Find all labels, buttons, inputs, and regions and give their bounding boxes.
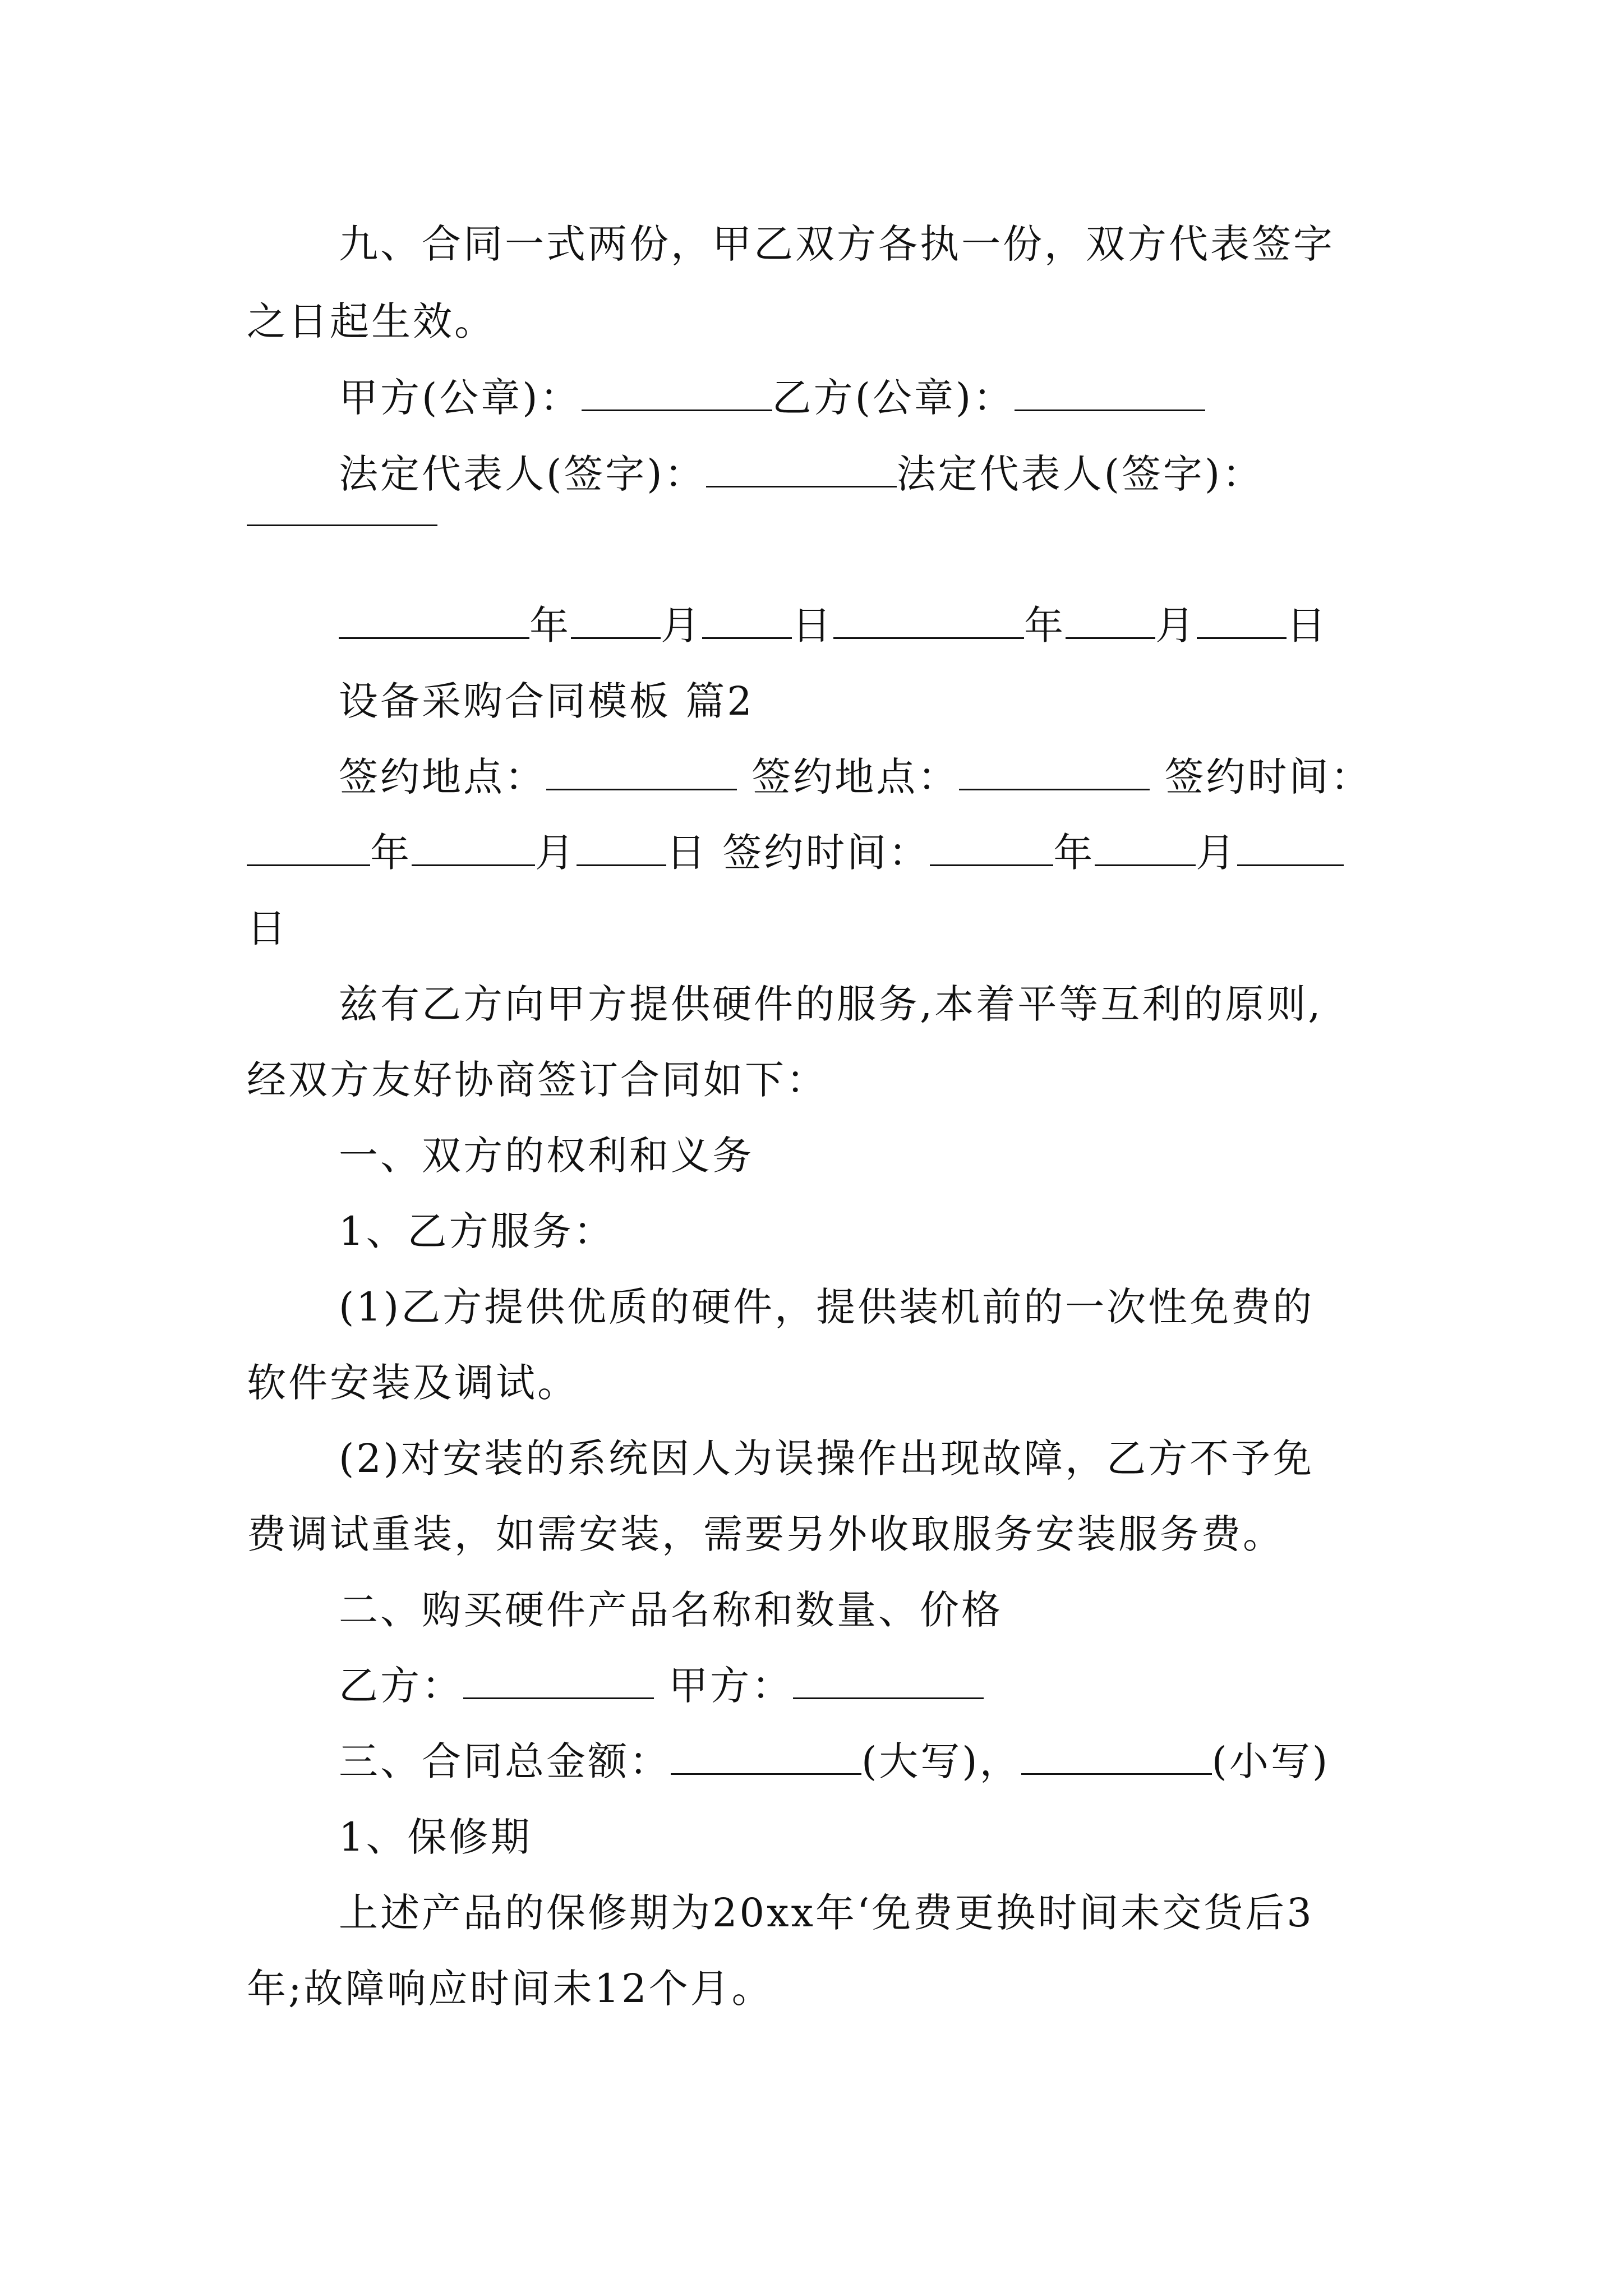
preamble-line-2: 经双方友好协商签订合同如下： [247,1057,828,1103]
signing-place-b-blank [959,756,1150,790]
seal-line [339,372,1205,423]
item-1-1-line-1: (1)乙方提供优质的硬件，提供装机前的一次性免费的 [339,1284,1315,1330]
date-b-year-label: 年 [1024,602,1066,648]
warranty-line-2: 年;故障响应时间未12个月。 [247,1966,773,2012]
signing-place-line [339,752,1372,802]
article-1-heading: 一、双方的权利和义务 [339,1133,754,1179]
date-a-year-blank [339,605,529,639]
date-b-year-blank [833,605,1024,639]
signing-time-day: 日 [247,905,288,951]
date-b-day-blank [1197,605,1287,639]
party-a-seal-label: 甲方(公章)： [339,375,582,421]
preamble-line-1: 兹有乙方向甲方提供硬件的服务,本着平等互利的原则, [339,981,1323,1027]
signing-time-a-year-blank [247,832,370,866]
party-a-seal-blank [582,377,772,411]
legal-rep-line [339,449,1264,499]
article-3-line [339,1736,1330,1787]
signing-time-b-year-label: 年 [1053,830,1095,876]
amount-words-blank [671,1741,861,1775]
signing-time-a-month-label: 月 [535,830,577,876]
clause-9-line-2: 之日起生效。 [247,298,496,344]
signing-time-a-label: 签约时间： [1164,754,1372,800]
signing-time-line [247,827,1344,878]
signing-place-a-label: 签约地点： [339,754,546,800]
date-a-year-label: 年 [529,602,571,648]
party-a-label: 甲方： [668,1663,794,1709]
signing-time-a-year-label: 年 [370,830,412,876]
section-heading: 设备采购合同模板 篇2 [339,678,754,724]
amount-figures-label: (小写) [1211,1738,1330,1784]
party-b-blank [463,1665,654,1699]
signing-time-b-label: 日 签约时间： [666,830,930,876]
date-b-day-label: 日 [1287,602,1328,648]
total-amount-label: 三、合同总金额： [339,1738,671,1784]
party-b-rep-blank [247,524,437,526]
date-b-month-label: 月 [1155,602,1197,648]
party-a-blank [793,1665,984,1699]
signing-time-b-year-blank [930,832,1053,866]
date-a-day-label: 日 [792,602,833,648]
party-b-label: 乙方： [339,1663,463,1709]
item-1-heading: 1、乙方服务： [339,1208,615,1254]
signing-time-b-month-blank [1095,832,1196,866]
date-a-month-blank [571,605,661,639]
item-1-1-line-2: 软件安装及调试。 [247,1360,579,1406]
signing-time-b-day-blank [1237,832,1344,866]
date-a-month-label: 月 [661,602,702,648]
date-a-day-blank [702,605,792,639]
clause-9-line-1: 九、合同一式两份，甲乙双方各执一份，双方代表签字 [339,221,1335,267]
date-b-month-blank [1066,605,1155,639]
party-a-rep-label: 法定代表人(签字)： [339,451,706,497]
signing-time-a-day-blank [577,832,666,866]
date-line [339,600,1328,651]
party-b-seal-blank [1015,377,1205,411]
party-b-rep-label: 法定代表人(签字)： [896,451,1264,497]
warranty-line-1: 上述产品的保修期为20xx年‘免费更换时间未交货后3 [339,1890,1314,1936]
signing-time-a-month-blank [412,832,535,866]
item-1-2-line-2: 费调试重装，如需安装，需要另外收取服务安装服务费。 [247,1511,1284,1557]
signing-place-a-blank [546,756,737,790]
party-a-rep-blank [706,453,897,487]
item-1-2-line-1: (2)对安装的系统因人为误操作出现故障，乙方不予免 [339,1435,1315,1481]
article-2-heading: 二、购买硬件产品名称和数量、价格 [339,1587,1003,1633]
amount-words-label: (大写)， [861,1738,1021,1784]
party-b-seal-label: 乙方(公章)： [772,375,1015,421]
signing-time-b-month-label: 月 [1196,830,1238,876]
parties-line [339,1660,984,1711]
amount-figures-blank [1021,1741,1212,1775]
warranty-heading: 1、保修期 [339,1814,532,1860]
signing-place-b-label: 签约地点： [751,754,960,800]
